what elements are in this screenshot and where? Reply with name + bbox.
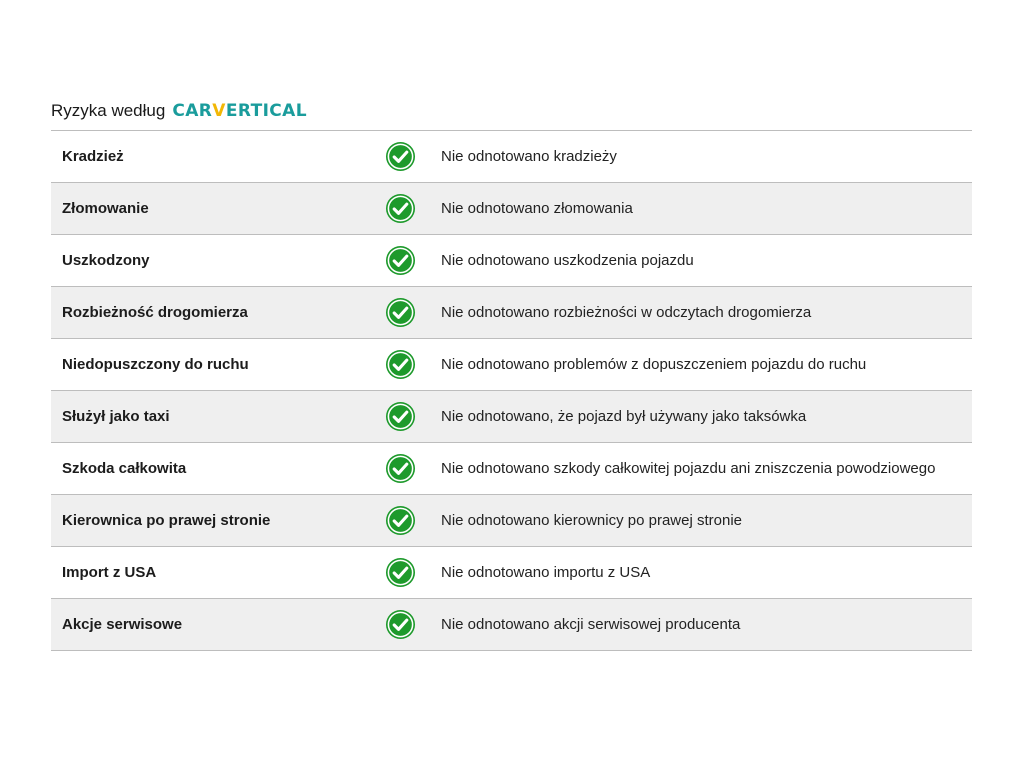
table-row [51,131,972,183]
risk-description: Nie odnotowano szkody całkowitej pojazdu ani zniszczenia powodziowego [441,460,936,477]
risk-label: Złomowanie [62,200,149,217]
carvertical-logo [172,101,307,121]
check-circle-icon [385,401,416,432]
check-circle-icon [385,141,416,172]
risk-description: Nie odnotowano kradzieży [441,148,617,165]
risk-table [51,130,972,651]
logo-text-part1: CAR [172,101,213,121]
check-circle-icon [385,557,416,588]
risk-description: Nie odnotowano złomowania [441,200,633,217]
risk-description: Nie odnotowano kierownicy po prawej stronie [441,512,742,529]
risk-description: Nie odnotowano rozbieżności w odczytach drogomierza [441,304,812,321]
check-circle-icon [385,193,416,224]
section-header [51,99,307,123]
risk-label: Szkoda całkowita [62,460,187,477]
risk-description: Nie odnotowano importu z USA [441,564,651,581]
risk-label: Kradzież [62,148,124,165]
logo-text-part2: ERTICAL [225,101,307,121]
logo-text-v: V [212,101,226,121]
check-circle-icon [385,453,416,484]
table-row [51,391,972,443]
table-row [51,443,972,495]
risk-label: Służył jako taxi [62,408,170,425]
check-circle-icon [385,609,416,640]
risk-description: Nie odnotowano akcji serwisowej producenta [441,616,741,633]
table-row [51,599,972,651]
table-row [51,183,972,235]
check-circle-icon [385,297,416,328]
check-circle-icon [385,245,416,276]
table-row [51,235,972,287]
risk-description: Nie odnotowano problemów z dopuszczeniem pojazdu do ruchu [441,356,867,373]
risk-label: Akcje serwisowe [62,616,183,633]
risk-description: Nie odnotowano, że pojazd był używany jako taksówka [441,408,807,425]
check-circle-icon [385,349,416,380]
risk-label: Niedopuszczony do ruchu [62,356,249,373]
section-title: Ryzyka według [51,101,166,120]
risk-label: Uszkodzony [62,252,150,269]
table-row [51,495,972,547]
table-row [51,287,972,339]
risk-label: Rozbieżność drogomierza [62,304,248,321]
risk-description: Nie odnotowano uszkodzenia pojazdu [441,252,694,269]
check-circle-icon [385,505,416,536]
table-row [51,547,972,599]
risk-label: Import z USA [62,564,157,581]
risk-label: Kierownica po prawej stronie [62,512,271,529]
table-row [51,339,972,391]
